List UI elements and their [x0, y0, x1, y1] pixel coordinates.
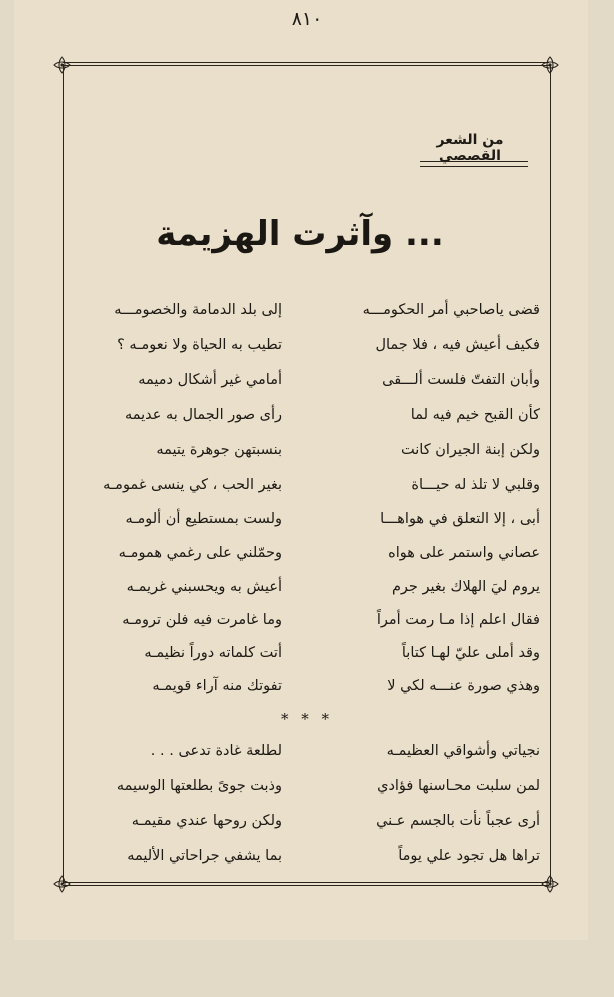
verse-left: أعيش به ويحسبني غريمـه [126, 579, 282, 595]
verse-right: وهذي صورة عنـــه لكي لا [387, 678, 540, 694]
verse-left: بغير الحب ، كي ينسى غمومـه [103, 477, 282, 493]
verse-left: بنسبتهن جوهرة يتيمه [156, 442, 282, 458]
verse-right: يروم ليَ الهلاك بغير جرم [391, 579, 540, 595]
poem-title: ... وآثرت الهزيمة [156, 214, 444, 254]
verse-left: ولكن روحها عندي مقيمـه [131, 813, 282, 829]
top-border-rule [63, 62, 549, 63]
page-number: ٨١٠ [291, 8, 323, 30]
verse-right: ولكن إبنة الجيران كانت [401, 442, 540, 458]
section-label: من الشعر القصصي [436, 132, 504, 164]
page-frame [63, 64, 551, 884]
verse-left: وما غامرت فيه فلن ترومـه [122, 612, 282, 628]
verse-right: أرى عجباً نأت بالجسم عـني [376, 813, 540, 829]
verse-right: فكيف أعيش فيه ، فلا جمال [375, 337, 540, 353]
corner-ornament-icon [540, 55, 560, 75]
verse-left: ولست بمستطيع أن ألومـه [125, 511, 282, 527]
verse-right: نجياتي وأشواقي العظيمـه [386, 743, 540, 759]
verse-right: لمن سلبت محـاسنها فؤادي [377, 778, 540, 794]
verse-left: أمامي غير أشكال دميمه [138, 372, 282, 388]
verse-left: تفوتك منه آراء قويمـه [152, 678, 282, 694]
verse-left: رأى صور الجمال به عديمه [124, 407, 282, 423]
verse-right: عصاني واستمر على هواه [388, 545, 540, 561]
stanza-separator: * * * [280, 710, 334, 728]
verse-left: تطيب به الحياة ولا نعومـه ؟ [117, 337, 282, 353]
verse-left: أتت كلماته دوراً نظيمـه [144, 645, 282, 661]
verse-left: إلى بلد الدمامة والخصومـــه [114, 302, 282, 318]
corner-ornament-icon [540, 874, 560, 894]
verse-right: وقلبي لا تلذ له حيـــاة [411, 477, 540, 493]
verse-right: وقد أملى عليّ لهـا كتاباً [401, 645, 540, 661]
verse-right: تراها هل تجود علي يوماً [398, 848, 540, 864]
verse-left: وحمّلني على رغمي همومـه [118, 545, 282, 561]
verse-right: قضى ياصاحبي أمر الحكومـــه [362, 302, 540, 318]
corner-ornament-icon [52, 874, 72, 894]
bottom-border-rule [63, 882, 549, 883]
verse-right: وأبان التفتّ فلست ألـــقى [382, 372, 540, 388]
verse-left: لطلعة غادة تدعى . . . [150, 743, 282, 759]
verse-right: فقال اعلم إذا مـا رمت أمراً [376, 612, 540, 628]
corner-ornament-icon [52, 55, 72, 75]
section-label-underline [420, 166, 528, 167]
verse-left: وذبت جوىً بطلعتها الوسيمه [116, 778, 282, 794]
verse-right: كأن القبح خيم فيه لما [410, 407, 540, 423]
verse-left: بما يشفي جراحاتي الأليمه [127, 848, 282, 864]
verse-right: أبى ، إلا التعلق في هواهـــا [380, 511, 540, 527]
section-label-underline [420, 161, 528, 162]
